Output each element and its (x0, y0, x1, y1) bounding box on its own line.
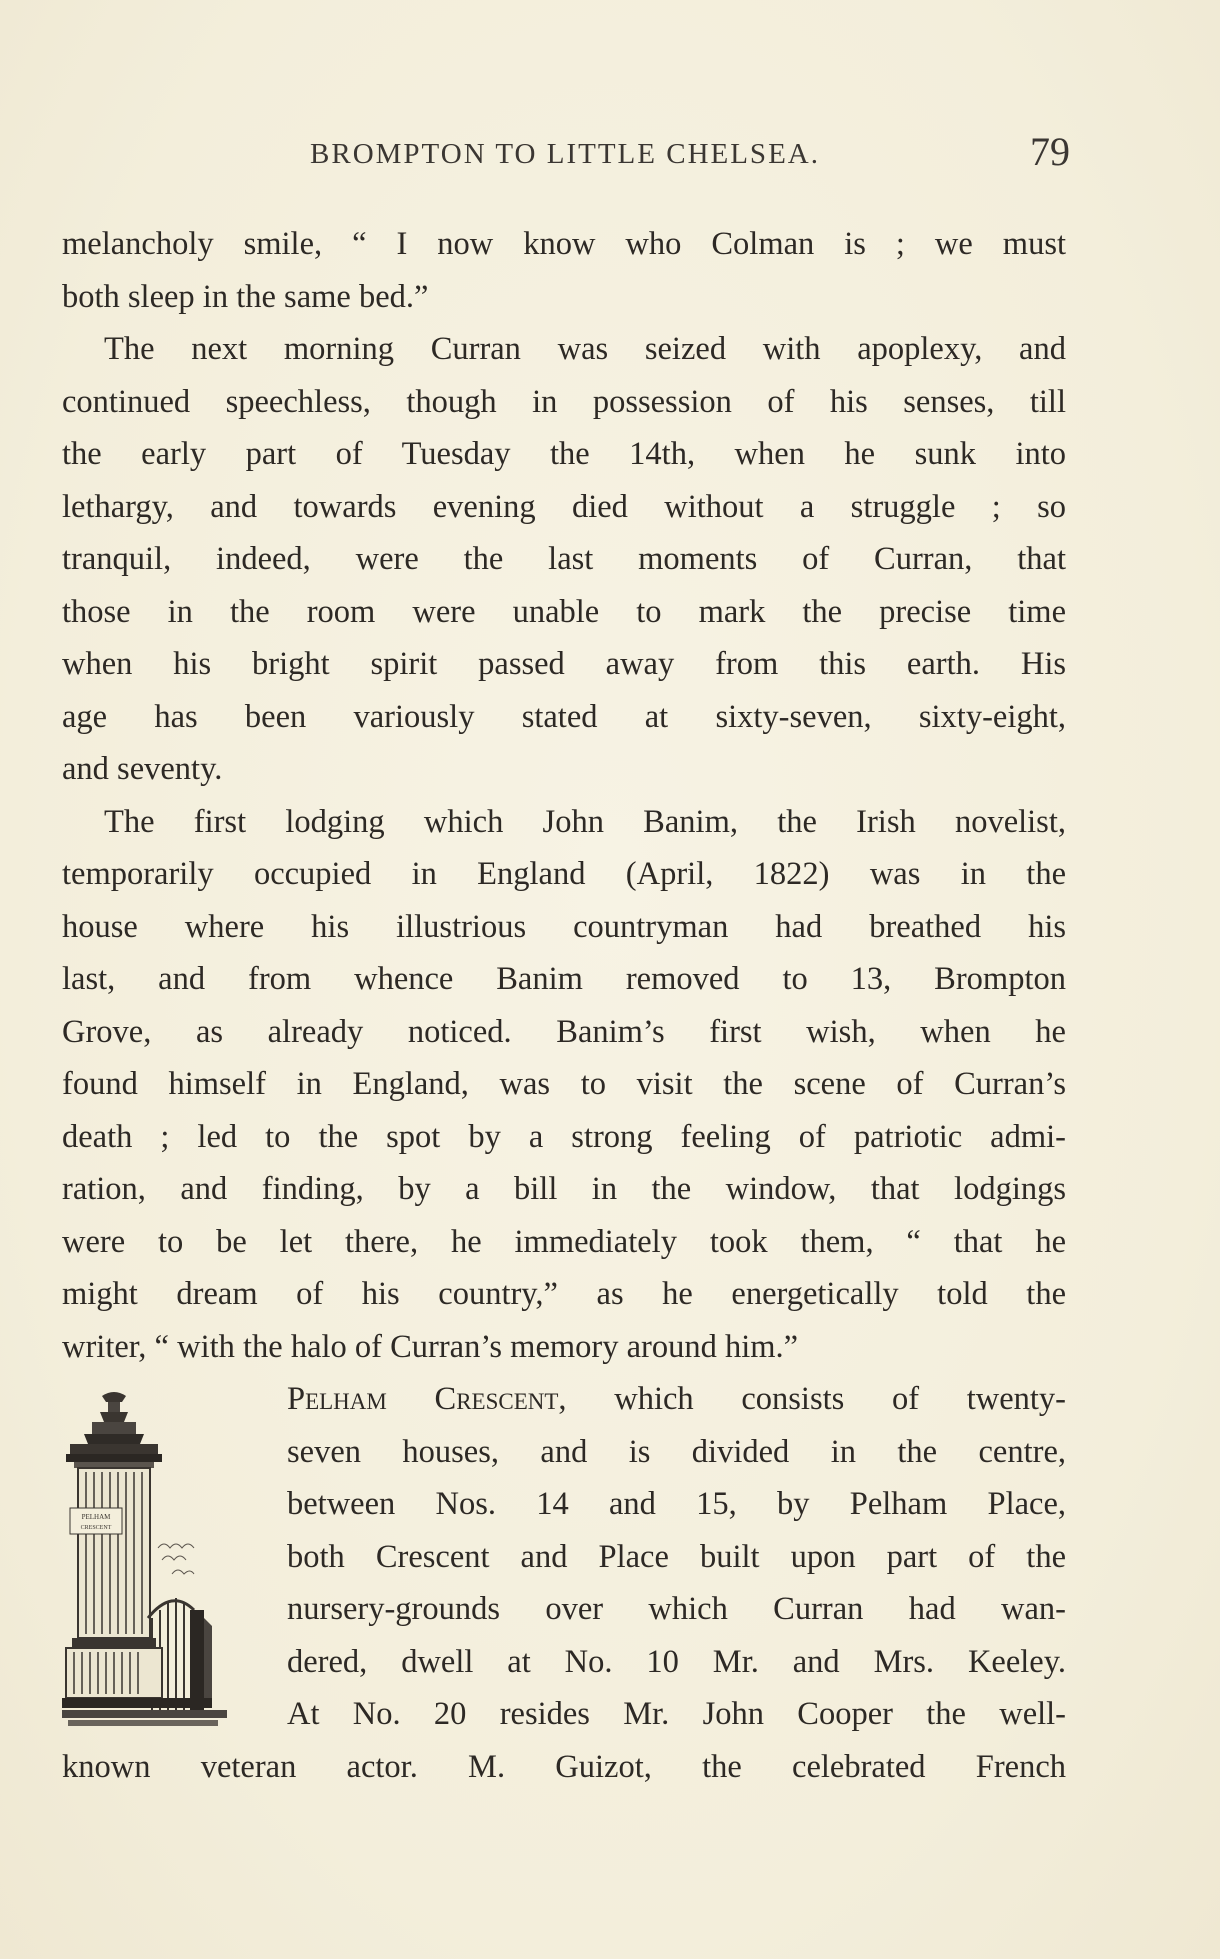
text-line: both sleep in the same bed.” (62, 278, 429, 315)
text-line: The next morning Curran was seized with apoplexy, and (104, 331, 1066, 367)
running-head (60, 128, 1070, 178)
text-line: death ; led to the spot by a strong feeling of patriotic admi- (62, 1118, 1066, 1155)
text-line: dered, dwell at No. 10 Mr. and Mrs. Keeley. (287, 1643, 1066, 1680)
text-line: ration, and finding, by a bill in the window, that lodgings (62, 1171, 1066, 1207)
text-line: found himself in England, was to visit the scene of Curran’s (62, 1066, 1066, 1102)
text-line: tranquil, indeed, were the last moments of Curran, that (62, 541, 1066, 577)
text-line: both Crescent and Place built upon part of the (287, 1538, 1066, 1575)
text-line: Grove, as already noticed. Banim’s first wish, when he (62, 1013, 1066, 1050)
text-line: The first lodging which John Banim, the Irish novelist, (104, 803, 1066, 840)
text-line: those in the room were unable to mark the precise time (62, 593, 1066, 630)
text-line: might dream of his country,” as he energetically told the (62, 1276, 1066, 1312)
text-line: lethargy, and towards evening died without a struggle ; so (62, 488, 1066, 525)
text-line: and seventy. (62, 751, 223, 787)
text-line: nursery-grounds over which Curran had wan- (287, 1591, 1066, 1627)
text-line: At No. 20 resides Mr. John Cooper the well- (287, 1696, 1066, 1732)
page-number: 79 (1030, 129, 1070, 174)
svg-text:CRESCENT: CRESCENT (80, 1525, 112, 1531)
text-line: last, and from whence Banim removed to 13, Brompton (62, 961, 1066, 997)
text-line: melancholy smile, “ I now know who Colman is ; we must (62, 226, 1066, 262)
pelham-crescent-heading: Pelham Crescent, (287, 1381, 567, 1417)
text-line: between Nos. 14 and 15, by Pelham Place, (287, 1486, 1066, 1522)
svg-text:PELHAM: PELHAM (81, 1513, 111, 1521)
text-line: writer, “ with the halo of Curran’s memory around him.” (62, 1328, 799, 1365)
pillar-illustration-icon (62, 1388, 267, 1743)
text-line: temporarily occupied in England (April, 1822) was in the (62, 856, 1066, 892)
text-fragment: which consists of twenty- (566, 1381, 1066, 1417)
running-title: BROMPTON TO LITTLE CHELSEA. (310, 138, 820, 170)
text-line: were to be let there, he immediately took them, “ that he (62, 1223, 1066, 1260)
text-line: known veteran actor. M. Guizot, the celebrated French (62, 1748, 1066, 1785)
text-line: seven houses, and is divided in the centre, (287, 1433, 1066, 1470)
pelham-crescent-engraving (62, 1388, 267, 1743)
text-line: when his bright spirit passed away from this earth. His (62, 646, 1066, 682)
text-line (287, 1373, 1066, 1426)
text-line: house where his illustrious countryman had breathed his (62, 908, 1066, 945)
text-line: continued speechless, though in possession of his senses, till (62, 383, 1066, 420)
text-line: age has been variously stated at sixty-seven, sixty-eight, (62, 698, 1066, 735)
text-line: the early part of Tuesday the 14th, when he sunk into (62, 436, 1066, 472)
